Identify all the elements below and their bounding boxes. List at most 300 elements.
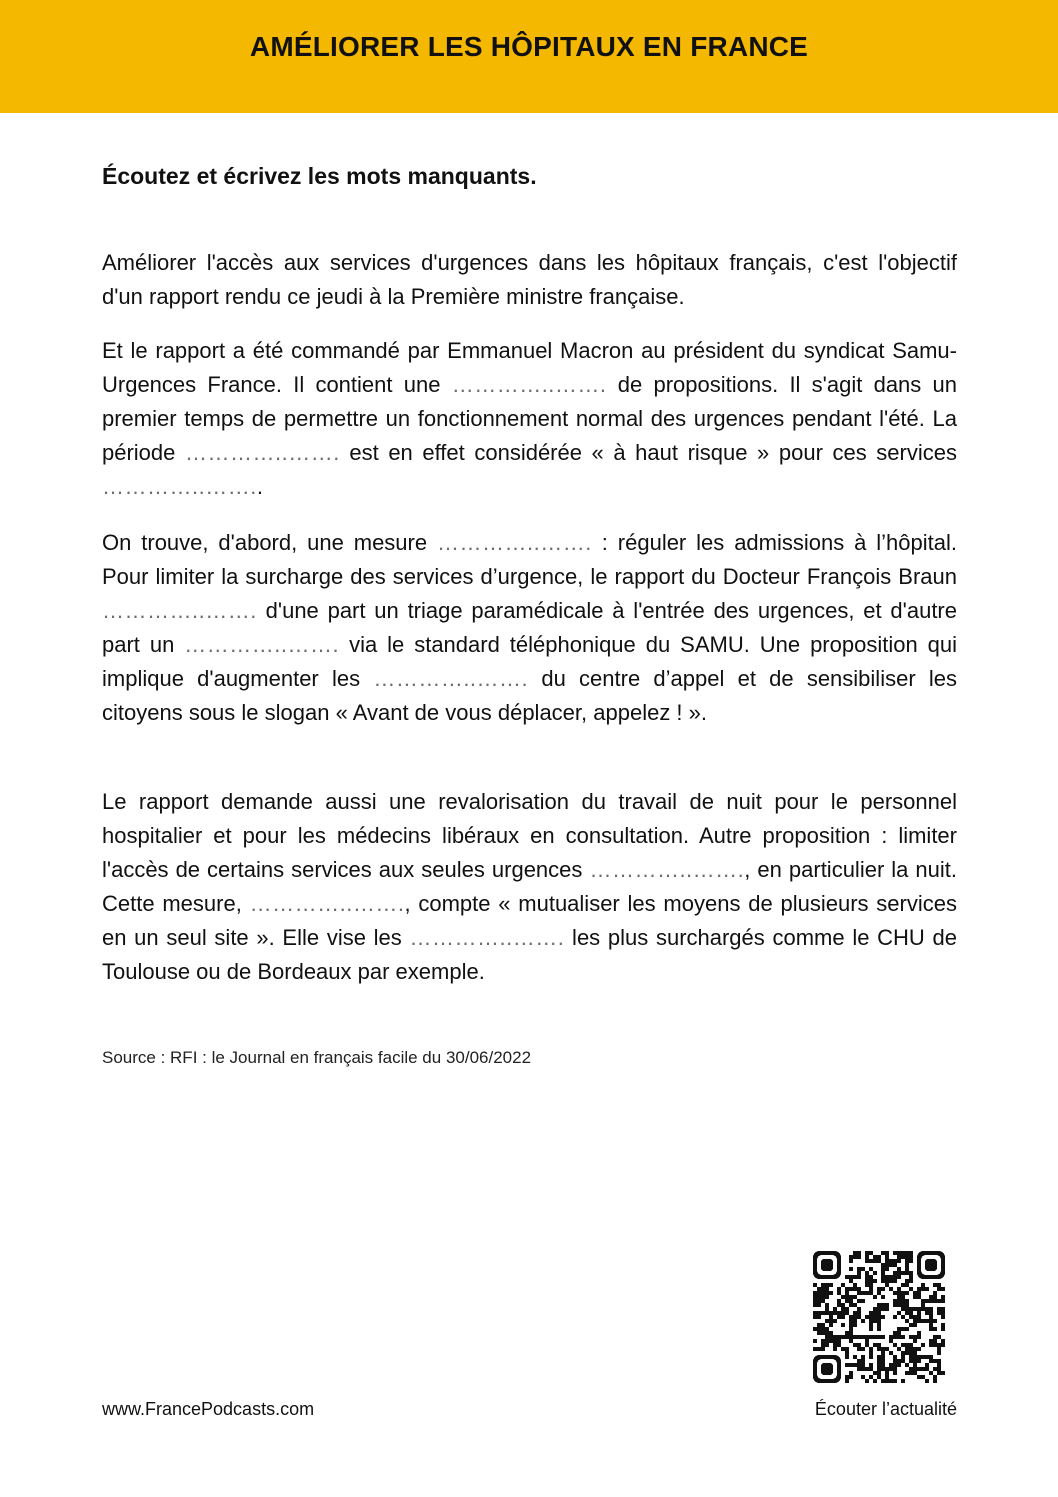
- qr-module: [853, 1315, 857, 1319]
- qr-module: [897, 1327, 901, 1331]
- qr-module: [877, 1343, 881, 1347]
- qr-module: [861, 1319, 865, 1323]
- qr-module: [849, 1339, 853, 1343]
- qr-module: [929, 1343, 933, 1347]
- qr-module: [901, 1303, 905, 1307]
- qr-module: [825, 1307, 829, 1311]
- qr-module: [885, 1279, 889, 1283]
- qr-module: [813, 1299, 817, 1303]
- qr-module: [813, 1291, 817, 1295]
- qr-module: [837, 1311, 841, 1315]
- qr-module: [897, 1359, 901, 1363]
- qr-module: [845, 1355, 849, 1359]
- qr-module: [913, 1367, 917, 1371]
- qr-module: [933, 1359, 937, 1363]
- qr-module: [877, 1371, 881, 1375]
- qr-module: [893, 1379, 897, 1383]
- qr-module: [869, 1251, 873, 1255]
- qr-module: [929, 1299, 933, 1303]
- qr-module: [813, 1347, 817, 1351]
- qr-module: [873, 1255, 877, 1259]
- qr-module: [905, 1267, 909, 1271]
- qr-module: [909, 1371, 913, 1375]
- qr-module: [833, 1343, 837, 1347]
- qr-module: [921, 1287, 925, 1291]
- qr-module: [909, 1287, 913, 1291]
- qr-module: [849, 1287, 853, 1291]
- qr-module: [921, 1343, 925, 1347]
- qr-module: [893, 1299, 897, 1303]
- qr-module: [853, 1343, 857, 1347]
- qr-module: [917, 1319, 921, 1323]
- qr-module: [905, 1307, 909, 1311]
- qr-module: [873, 1379, 877, 1383]
- qr-module: [897, 1363, 901, 1367]
- qr-module: [925, 1379, 929, 1383]
- qr-module: [857, 1307, 861, 1311]
- qr-module: [833, 1311, 837, 1315]
- qr-module: [873, 1371, 877, 1375]
- qr-module: [937, 1351, 941, 1355]
- text-segment: est en effet considérée « à haut risque » pour ces services: [339, 440, 957, 465]
- qr-module: [829, 1331, 833, 1335]
- qr-module: [901, 1327, 905, 1331]
- qr-module: [861, 1359, 865, 1363]
- qr-module: [933, 1327, 937, 1331]
- qr-module: [909, 1259, 913, 1263]
- qr-module: [941, 1307, 945, 1311]
- qr-module: [869, 1259, 873, 1263]
- qr-module: [817, 1323, 821, 1327]
- qr-module: [901, 1255, 905, 1259]
- qr-module: [917, 1359, 921, 1363]
- qr-module: [901, 1343, 905, 1347]
- qr-module: [853, 1255, 857, 1259]
- qr-module: [913, 1307, 917, 1311]
- qr-module: [937, 1343, 941, 1347]
- qr-module: [937, 1335, 941, 1339]
- qr-module: [869, 1283, 873, 1287]
- qr-module: [937, 1371, 941, 1375]
- qr-module: [917, 1375, 921, 1379]
- qr-module: [921, 1319, 925, 1323]
- qr-module: [865, 1275, 869, 1279]
- qr-module: [829, 1339, 833, 1343]
- qr-module: [893, 1315, 897, 1319]
- qr-module: [849, 1319, 853, 1323]
- qr-module: [857, 1287, 861, 1291]
- qr-module: [925, 1319, 929, 1323]
- exercise-instruction: Écoutez et écrivez les mots manquants.: [102, 163, 537, 189]
- qr-module: [857, 1255, 861, 1259]
- qr-module: [901, 1359, 905, 1363]
- qr-module: [897, 1347, 901, 1351]
- qr-module: [901, 1307, 905, 1311]
- qr-module: [937, 1307, 941, 1311]
- qr-module: [909, 1255, 913, 1259]
- qr-module: [813, 1339, 817, 1343]
- qr-module: [885, 1379, 889, 1383]
- qr-module: [841, 1303, 845, 1307]
- qr-module: [893, 1259, 897, 1263]
- blank-gap[interactable]: …………..…….: [184, 632, 340, 657]
- qr-module: [905, 1311, 909, 1315]
- qr-module: [857, 1363, 861, 1367]
- qr-module: [905, 1347, 909, 1351]
- text-segment: de propositions. Il s'agit dans un premier temps de permettre un fonctionnement normal des urgences pendant l'été. La période: [102, 372, 958, 465]
- qr-module: [845, 1307, 849, 1311]
- qr-module: [909, 1323, 913, 1327]
- qr-module: [833, 1307, 837, 1311]
- qr-module: [897, 1255, 901, 1259]
- qr-module: [845, 1291, 849, 1295]
- qr-module: [853, 1251, 857, 1255]
- qr-module: [893, 1363, 897, 1367]
- qr-module: [817, 1295, 821, 1299]
- qr-module: [869, 1287, 873, 1291]
- qr-module: [905, 1263, 909, 1267]
- qr-module: [877, 1259, 881, 1263]
- qr-module: [869, 1291, 873, 1295]
- qr-module: [841, 1335, 845, 1339]
- qr-module: [849, 1275, 853, 1279]
- qr-module: [901, 1251, 905, 1255]
- text-segment: On trouve, d'abord, une mesure: [102, 530, 438, 555]
- qr-module: [905, 1363, 909, 1367]
- blank-gap[interactable]: …………..…….: [373, 666, 529, 691]
- qr-module: [889, 1379, 893, 1383]
- qr-module: [901, 1283, 905, 1287]
- qr-module: [897, 1267, 901, 1271]
- qr-module: [905, 1303, 909, 1307]
- qr-module: [825, 1331, 829, 1335]
- qr-module: [929, 1339, 933, 1343]
- qr-module: [905, 1279, 909, 1283]
- qr-module: [929, 1319, 933, 1323]
- qr-module: [893, 1271, 897, 1275]
- qr-module: [829, 1335, 833, 1339]
- qr-module: [893, 1335, 897, 1339]
- qr-module: [909, 1275, 913, 1279]
- qr-module: [921, 1375, 925, 1379]
- qr-module: [889, 1259, 893, 1263]
- qr-module: [917, 1355, 921, 1359]
- qr-module: [853, 1355, 857, 1359]
- text-segment: .: [256, 474, 263, 499]
- qr-module: [813, 1303, 817, 1307]
- qr-module: [937, 1367, 941, 1371]
- qr-module: [869, 1347, 873, 1351]
- qr-module: [901, 1379, 905, 1383]
- qr-module: [845, 1287, 849, 1291]
- qr-module: [865, 1339, 869, 1343]
- qr-module: [821, 1291, 825, 1295]
- qr-module: [845, 1295, 849, 1299]
- qr-module: [829, 1319, 833, 1323]
- qr-module: [925, 1363, 929, 1367]
- qr-module: [881, 1359, 885, 1363]
- qr-module: [917, 1311, 921, 1315]
- qr-module: [825, 1303, 829, 1307]
- qr-module: [857, 1275, 861, 1279]
- qr-module: [885, 1367, 889, 1371]
- qr-module: [853, 1335, 857, 1339]
- qr-module: [889, 1287, 893, 1291]
- qr-module: [865, 1271, 869, 1275]
- blank-gap[interactable]: …………..…….: [102, 474, 257, 499]
- paragraph-3: [102, 526, 957, 730]
- qr-module: [877, 1255, 881, 1259]
- qr-module: [921, 1307, 925, 1311]
- blank-gap[interactable]: …………..…….: [451, 372, 607, 397]
- text-segment: les plus surchargés comme le CHU de Toulouse ou de Bordeaux par exemple.: [102, 925, 957, 984]
- qr-module: [861, 1355, 865, 1359]
- qr-module: [909, 1355, 913, 1359]
- qr-module: [937, 1287, 941, 1291]
- qr-module: [869, 1367, 873, 1371]
- qr-module: [909, 1347, 913, 1351]
- text-segment: : réguler les admissions à l’hôpital. Pour limiter la surcharge des services d’urgence, le rapport du Docteur François Braun: [102, 530, 958, 589]
- qr-module: [837, 1343, 841, 1347]
- qr-module: [889, 1367, 893, 1371]
- qr-module: [825, 1319, 829, 1323]
- blank-gap[interactable]: …………..…….: [589, 857, 745, 882]
- qr-module: [901, 1355, 905, 1359]
- qr-module: [925, 1287, 929, 1291]
- qr-module: [857, 1367, 861, 1371]
- qr-module: [913, 1295, 917, 1299]
- qr-module: [933, 1367, 937, 1371]
- qr-module: [825, 1287, 829, 1291]
- qr-module: [881, 1347, 885, 1351]
- qr-module: [881, 1355, 885, 1359]
- blank-gap[interactable]: …………..…….: [437, 530, 592, 555]
- qr-module: [917, 1331, 921, 1335]
- qr-module: [909, 1367, 913, 1371]
- text-segment: Améliorer l'accès aux services d'urgences dans les hôpitaux français, c'est l'objectif d'un rapport rendu ce jeudi à la Première ministre française.: [102, 250, 957, 309]
- text-segment: d'une part un triage paramédicale à l'entrée des urgences, et d'autre part un: [102, 598, 957, 657]
- qr-module: [921, 1283, 925, 1287]
- qr-module: [917, 1315, 921, 1319]
- qr-module: [865, 1291, 869, 1295]
- qr-module: [941, 1327, 945, 1331]
- blank-gap[interactable]: …………..…….: [184, 440, 340, 465]
- qr-module: [893, 1359, 897, 1363]
- qr-module: [825, 1295, 829, 1299]
- qr-module: [849, 1259, 853, 1263]
- qr-module: [853, 1283, 857, 1287]
- qr-module: [817, 1299, 821, 1303]
- qr-module: [817, 1311, 821, 1315]
- qr-module: [901, 1299, 905, 1303]
- qr-module: [849, 1335, 853, 1339]
- qr-module: [889, 1275, 893, 1279]
- qr-module: [845, 1363, 849, 1367]
- qr-module: [837, 1339, 841, 1343]
- qr-module: [897, 1287, 901, 1291]
- qr-module: [853, 1311, 857, 1315]
- qr-module: [885, 1375, 889, 1379]
- qr-module: [845, 1335, 849, 1339]
- qr-module: [841, 1307, 845, 1311]
- qr-module: [885, 1251, 889, 1255]
- qr-module: [921, 1299, 925, 1303]
- qr-module: [821, 1299, 825, 1303]
- qr-module: [901, 1291, 905, 1295]
- qr-module: [889, 1351, 893, 1355]
- qr-module: [937, 1359, 941, 1363]
- qr-module: [881, 1335, 885, 1339]
- qr-module: [917, 1291, 921, 1295]
- qr-module: [825, 1335, 829, 1339]
- qr-module: [857, 1315, 861, 1319]
- qr-module: [845, 1275, 849, 1279]
- qr-module: [897, 1295, 901, 1299]
- qr-module: [909, 1335, 913, 1339]
- qr-module: [941, 1339, 945, 1343]
- qr-module: [865, 1343, 869, 1347]
- qr-module: [893, 1251, 897, 1255]
- qr-module: [913, 1323, 917, 1327]
- qr-module: [877, 1291, 881, 1295]
- qr-module: [861, 1375, 865, 1379]
- blank-gap[interactable]: …………..…….: [102, 598, 257, 623]
- paragraph-2: [102, 334, 957, 504]
- qr-module: [897, 1275, 901, 1279]
- qr-module: [901, 1295, 905, 1299]
- qr-module: [813, 1295, 817, 1299]
- qr-module: [905, 1251, 909, 1255]
- qr-module: [925, 1299, 929, 1303]
- qr-module: [897, 1303, 901, 1307]
- qr-module: [821, 1339, 825, 1343]
- qr-module: [869, 1267, 873, 1271]
- text-segment: , en particulier la nuit. Cette mesure,: [102, 857, 958, 916]
- qr-module: [857, 1251, 861, 1255]
- qr-module: [893, 1291, 897, 1295]
- qr-module: [849, 1331, 853, 1335]
- qr-module: [873, 1343, 877, 1347]
- qr-module: [849, 1303, 853, 1307]
- qr-module: [905, 1351, 909, 1355]
- page-title: AMÉLIORER LES HÔPITAUX EN FRANCE: [249, 31, 809, 62]
- qr-module: [885, 1255, 889, 1259]
- qr-module: [921, 1367, 925, 1371]
- qr-module: [889, 1335, 893, 1339]
- qr-module: [917, 1307, 921, 1311]
- qr-module: [933, 1343, 937, 1347]
- qr-module: [941, 1323, 945, 1327]
- qr-module: [877, 1367, 881, 1371]
- qr-code-icon[interactable]: [813, 1251, 945, 1383]
- source-citation: Source : RFI : le Journal en français facile du 30/06/2022: [102, 1048, 532, 1067]
- qr-module: [905, 1259, 909, 1263]
- qr-module: [913, 1335, 917, 1339]
- qr-module: [825, 1343, 829, 1347]
- qr-module: [849, 1375, 853, 1379]
- qr-module: [905, 1319, 909, 1323]
- qr-module: [849, 1323, 853, 1327]
- qr-module: [873, 1279, 877, 1283]
- blank-gap[interactable]: …………..…….: [249, 891, 405, 916]
- qr-module: [897, 1291, 901, 1295]
- qr-module: [849, 1267, 853, 1271]
- qr-module: [817, 1291, 821, 1295]
- qr-module: [829, 1283, 833, 1287]
- qr-module: [829, 1315, 833, 1319]
- qr-module: [929, 1311, 933, 1315]
- text-segment: via le standard téléphonique du SAMU. Une proposition qui implique d'augmenter les: [102, 632, 957, 691]
- qr-module: [937, 1283, 941, 1287]
- qr-module: [893, 1263, 897, 1267]
- qr-module: [905, 1255, 909, 1259]
- qr-module: [865, 1251, 869, 1255]
- qr-module: [813, 1311, 817, 1315]
- qr-module: [917, 1367, 921, 1371]
- qr-module: [885, 1347, 889, 1351]
- qr-module: [853, 1323, 857, 1327]
- qr-module: [941, 1287, 945, 1291]
- qr-module: [933, 1291, 937, 1295]
- qr-module: [881, 1351, 885, 1355]
- qr-module: [909, 1251, 913, 1255]
- qr-module: [861, 1347, 865, 1351]
- qr-module: [881, 1367, 885, 1371]
- qr-module: [849, 1327, 853, 1331]
- qr-module: [821, 1343, 825, 1347]
- qr-module: [909, 1279, 913, 1283]
- qr-module: [929, 1315, 933, 1319]
- blank-gap[interactable]: …………..…….: [409, 925, 565, 950]
- qr-module: [913, 1319, 917, 1323]
- qr-module: [937, 1311, 941, 1315]
- qr-module: [841, 1283, 845, 1287]
- qr-module: [885, 1371, 889, 1375]
- qr-module: [821, 1347, 825, 1351]
- qr-module: [941, 1295, 945, 1299]
- qr-module: [885, 1259, 889, 1263]
- qr-module: [821, 1295, 825, 1299]
- qr-module: [909, 1311, 913, 1315]
- qr-module: [889, 1363, 893, 1367]
- qr-module: [873, 1335, 877, 1339]
- qr-module: [901, 1271, 905, 1275]
- qr-module: [833, 1335, 837, 1339]
- qr-module: [821, 1283, 825, 1287]
- qr-module: [865, 1367, 869, 1371]
- qr-module: [933, 1319, 937, 1323]
- qr-module: [821, 1327, 825, 1331]
- qr-module: [845, 1311, 849, 1315]
- qr-module: [853, 1303, 857, 1307]
- qr-module: [893, 1279, 897, 1283]
- qr-module: [865, 1335, 869, 1339]
- website-link[interactable]: www.FrancePodcasts.com: [102, 1399, 315, 1419]
- qr-module: [901, 1335, 905, 1339]
- qr-module: [841, 1311, 845, 1315]
- qr-module: [869, 1355, 873, 1359]
- qr-module: [901, 1315, 905, 1319]
- qr-module: [825, 1311, 829, 1315]
- qr-module: [881, 1263, 885, 1267]
- header-banner: [0, 0, 1058, 113]
- qr-module: [897, 1259, 901, 1263]
- qr-module: [825, 1283, 829, 1287]
- qr-module: [941, 1371, 945, 1375]
- qr-module: [841, 1295, 845, 1299]
- qr-module: [861, 1335, 865, 1339]
- qr-module: [925, 1311, 929, 1315]
